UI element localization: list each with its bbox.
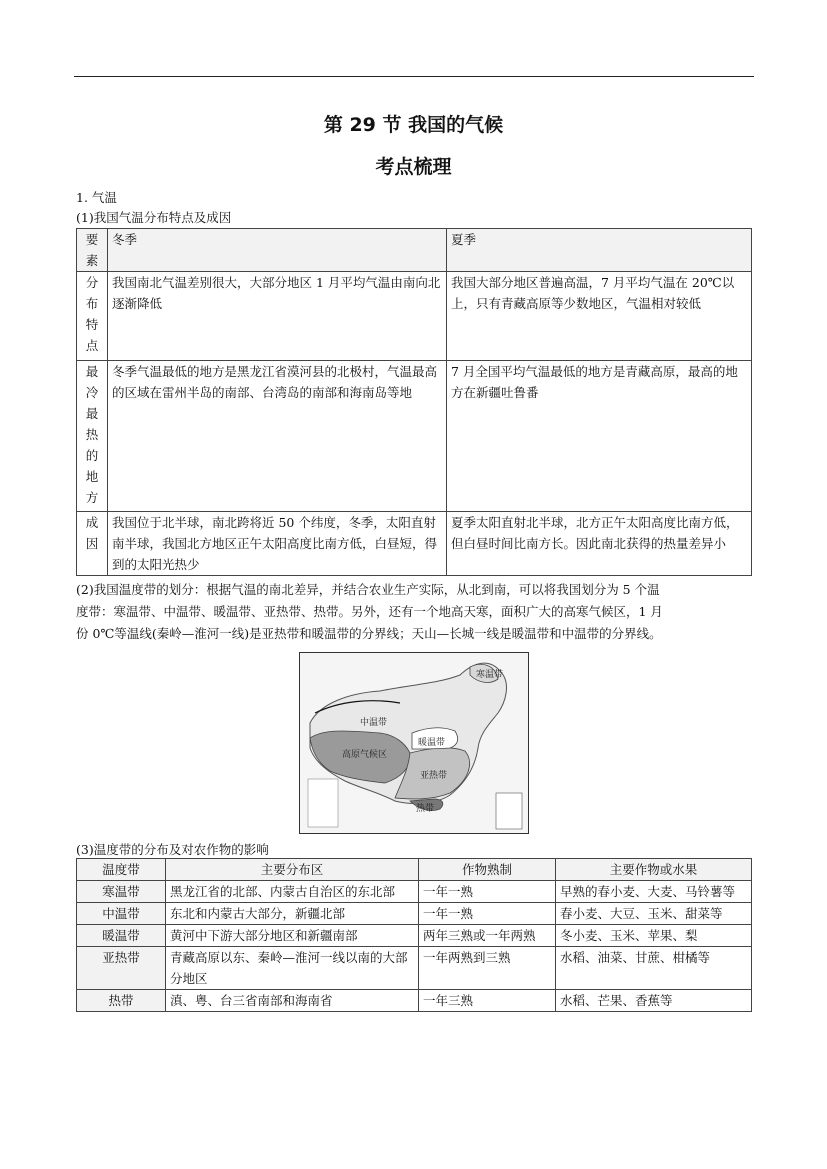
region-cell: 东北和内蒙古大部分，新疆北部 — [166, 903, 419, 925]
page-subtitle: 考点梳理 — [375, 156, 452, 178]
section-heading: 1. 气温 — [76, 190, 117, 205]
sub-heading-1: (1)我国气温分布特点及成因 — [76, 210, 232, 225]
cropping-cell: 两年三熟或一年两熟 — [419, 925, 556, 947]
table-row — [77, 272, 752, 361]
table-row — [77, 881, 752, 903]
header-cell: 要素 — [77, 229, 108, 272]
summer-cell: 7 月全国平均气温最低的地方是青藏高原，最高的地方在新疆吐鲁番 — [447, 361, 752, 512]
temperature-zone-map — [299, 652, 529, 834]
temperature-zone-paragraph — [76, 579, 759, 645]
map-label: 中温带 — [360, 718, 388, 728]
sub-heading-3: (3)温度带的分布及对农作物的影响 — [76, 842, 269, 857]
zone-cell: 寒温带 — [77, 881, 166, 903]
page-title: 第 29 节 我国的气候 — [323, 114, 504, 136]
winter-cell: 我国位于北半球，南北跨将近 50 个纬度，冬季，太阳直射南半球，我国北方地区正午太阳高度比南方低，白昼短，得到的太阳光热少 — [108, 512, 447, 576]
paragraph-line: 度带：寒温带、中温带、暖温带、亚热带、热带。另外，还有一个地高天寒，面积广大的高寒气候区，1 月 — [76, 604, 663, 619]
header-rule — [74, 76, 754, 77]
table-header-row — [77, 859, 752, 881]
table-row — [77, 990, 752, 1012]
region-cell: 黄河中下游大部分地区和新疆南部 — [166, 925, 419, 947]
map-label: 暖温带 — [418, 738, 446, 748]
zone-cell: 暖温带 — [77, 925, 166, 947]
paragraph-line: 份 0℃等温线(秦岭—淮河一线)是亚热带和暖温带的分界线；天山—长城一线是暖温带和中温带的分界线。 — [76, 626, 662, 641]
region-cell: 青藏高原以东、秦岭—淮河一线以南的大部分地区 — [166, 947, 419, 990]
crops-cell: 冬小麦、玉米、苹果、梨 — [556, 925, 752, 947]
region-cell: 黑龙江省的北部、内蒙古自治区的东北部 — [166, 881, 419, 903]
row-key: 最冷最热的地方 — [77, 361, 108, 512]
map-label: 高原气候区 — [342, 750, 388, 760]
cropping-cell: 一年两熟到三熟 — [419, 947, 556, 990]
china-map-graphic — [300, 653, 528, 833]
winter-cell: 我国南北气温差别很大，大部分地区 1 月平均气温由南向北逐渐降低 — [108, 272, 447, 361]
summer-cell: 夏季太阳直射北半球，北方正午太阳高度比南方低，但白昼时间比南方长。因此南北获得的热量差异小 — [447, 512, 752, 576]
table-row — [77, 903, 752, 925]
crops-cell: 水稻、油菜、甘蔗、柑橘等 — [556, 947, 752, 990]
map-label: 寒温带 — [476, 670, 504, 680]
crops-cell: 春小麦、大豆、玉米、甜菜等 — [556, 903, 752, 925]
row-key: 分布特点 — [77, 272, 108, 361]
table-row — [77, 512, 752, 576]
header-cell: 作物熟制 — [419, 859, 556, 881]
map-label: 亚热带 — [420, 771, 448, 781]
table-row — [77, 925, 752, 947]
zone-cell: 亚热带 — [77, 947, 166, 990]
winter-cell: 冬季气温最低的地方是黑龙江省漠河县的北极村，气温最高的区域在雷州半岛的南部、台湾岛的南部和海南岛等地 — [108, 361, 447, 512]
table-header-row — [77, 229, 752, 272]
summer-cell: 我国大部分地区普遍高温，7 月平均气温在 20℃以上，只有青藏高原等少数地区，气温相对较低 — [447, 272, 752, 361]
header-cell: 主要分布区 — [166, 859, 419, 881]
temperature-zone-crop-table — [76, 858, 752, 1012]
map-label: 热带 — [416, 804, 435, 814]
table-row — [77, 947, 752, 990]
cropping-cell: 一年三熟 — [419, 990, 556, 1012]
temperature-distribution-table — [76, 228, 752, 576]
cropping-cell: 一年一熟 — [419, 881, 556, 903]
crops-cell: 早熟的春小麦、大麦、马铃薯等 — [556, 881, 752, 903]
zone-cell: 热带 — [77, 990, 166, 1012]
zone-cell: 中温带 — [77, 903, 166, 925]
header-cell: 冬季 — [108, 229, 447, 272]
cropping-cell: 一年一熟 — [419, 903, 556, 925]
header-cell: 主要作物或水果 — [556, 859, 752, 881]
table-row — [77, 361, 752, 512]
header-cell: 夏季 — [447, 229, 752, 272]
region-cell: 滇、粤、台三省南部和海南省 — [166, 990, 419, 1012]
row-key: 成因 — [77, 512, 108, 576]
header-cell: 温度带 — [77, 859, 166, 881]
paragraph-line: (2)我国温度带的划分：根据气温的南北差异，并结合农业生产实际，从北到南，可以将我国划分为 5 个温 — [76, 582, 660, 597]
crops-cell: 水稻、芒果、香蕉等 — [556, 990, 752, 1012]
